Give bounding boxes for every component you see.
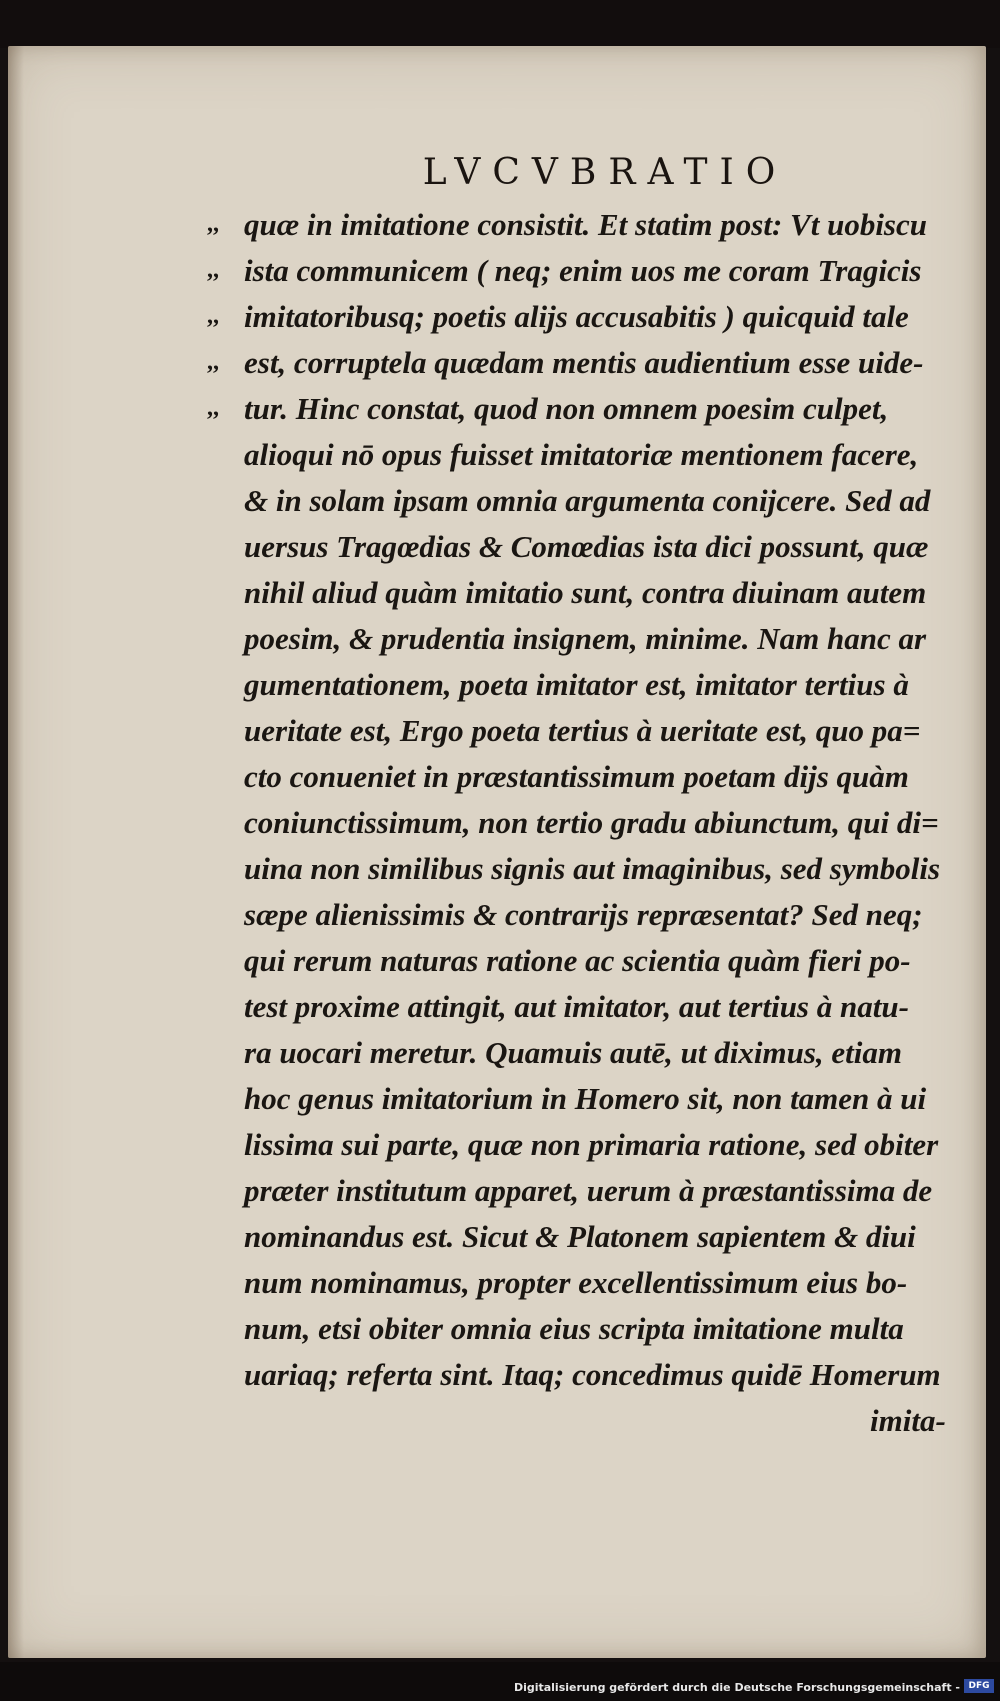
text-line: uariaq; referta sint. Itaq; concedimus quidē Homerum (244, 1357, 941, 1392)
text-line: uina non similibus signis aut imaginibus, sed symbolis (244, 851, 941, 886)
running-head: LVCVBRATIO (422, 152, 788, 193)
text-line: num, etsi obiter omnia eius scripta imitatione multa (244, 1311, 904, 1346)
dfg-logo-icon: DFG (964, 1679, 994, 1693)
text-line: num nominamus, propter excellentissimum eius bo- (244, 1265, 908, 1300)
quote-marker: ,, (207, 211, 219, 237)
text-line: ra uocari meretur. Quamuis autē, ut diximus, etiam (244, 1035, 903, 1070)
text-line: cto conueniet in præstantissimum poetam dijs quàm (244, 759, 909, 794)
text-line: & in solam ipsam omnia argumenta conijcere. Sed ad (244, 483, 931, 518)
text-line: coniunctissimum, non tertio gradu abiunctum, qui di= (244, 805, 939, 840)
text-line: alioqui nō opus fuisset imitatoriæ mentionem facere, (244, 437, 919, 472)
text-line: test proxime attingit, aut imitator, aut tertius à natu- (244, 989, 909, 1024)
quote-marker: ,, (207, 257, 219, 283)
text-line: quæ in imitatione consistit. Et statim post: Vt uobiscu (244, 207, 927, 242)
scan-top-border (0, 0, 1000, 48)
quote-marker: ,, (207, 349, 219, 375)
text-line: hoc genus imitatorium in Homero sit, non tamen à ui (244, 1081, 927, 1116)
text-line: gumentationem, poeta imitator est, imitator tertius à (244, 667, 909, 702)
text-line: uersus Tragœdias & Comœdias ista dici possunt, quæ (244, 529, 929, 564)
text-line: ista communicem ( neq; enim uos me coram Tragicis (244, 253, 922, 288)
text-line: imitatoribusq; poetis alijs accusabitis ) quicquid tale (244, 299, 909, 334)
text-line: lissima sui parte, quæ non primaria ratione, sed obiter (244, 1127, 939, 1162)
text-line: est, corruptela quædam mentis audientium esse uide- (244, 345, 924, 380)
text-line: præter institutum apparet, uerum à præstantissima de (244, 1173, 933, 1208)
catchword: imita- (870, 1403, 946, 1438)
funding-notice: Digitalisierung gefördert durch die Deutsche Forschungsgemeinschaft - (513, 1681, 960, 1694)
text-line: sæpe alienissimis & contrarijs repræsentat? Sed neq; (244, 897, 923, 932)
quote-marker: ,, (207, 303, 219, 329)
text-line: qui rerum naturas ratione ac scientia quàm fieri po- (244, 943, 911, 978)
text-line: ueritate est, Ergo poeta tertius à ueritate est, quo pa= (244, 713, 921, 748)
quote-marker: ,, (207, 395, 219, 421)
text-line: poesim, & prudentia insignem, minime. Nam hanc ar (244, 621, 927, 656)
page-gutter-shadow (8, 46, 24, 1658)
text-line: nihil aliud quàm imitatio sunt, contra diuinam autem (244, 575, 927, 610)
text-line: tur. Hinc constat, quod non omnem poesim culpet, (244, 391, 889, 426)
text-line: nominandus est. Sicut & Platonem sapientem & diui (244, 1219, 916, 1254)
